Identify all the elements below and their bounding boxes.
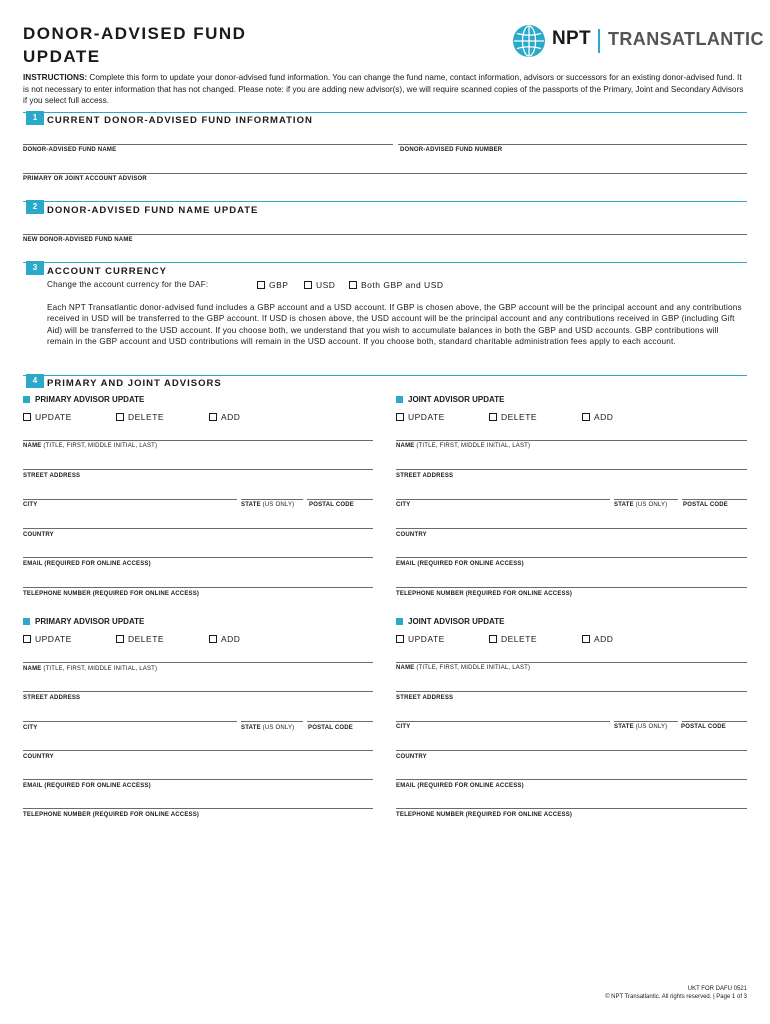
- new-fund-name-label: NEW DONOR-ADVISED FUND NAME: [23, 237, 133, 243]
- add-checkbox[interactable]: [582, 635, 590, 643]
- postal-code-field[interactable]: [307, 499, 373, 500]
- postal-code-label: POSTAL CODE: [681, 724, 726, 730]
- country-label: COUNTRY: [23, 754, 54, 760]
- name-label: NAME (TITLE, FIRST, MIDDLE INITIAL, LAST): [396, 665, 531, 671]
- section-3-rule: [23, 262, 747, 263]
- telephone-field[interactable]: [396, 587, 747, 588]
- add-checkbox[interactable]: [209, 635, 217, 643]
- usd-checkbox[interactable]: [304, 281, 312, 289]
- street-address-field[interactable]: [23, 469, 373, 470]
- primary-advisor-block-2: [23, 614, 375, 829]
- update-checkbox[interactable]: [396, 635, 404, 643]
- currency-prompt: Change the account currency for the DAF:: [47, 280, 209, 289]
- country-field[interactable]: [23, 528, 373, 529]
- city-label: CITY: [396, 724, 411, 730]
- postal-code-field[interactable]: [307, 721, 373, 722]
- street-address-label: STREET ADDRESS: [396, 695, 454, 701]
- name-field[interactable]: [396, 440, 747, 441]
- update-label: UPDATE: [35, 634, 72, 644]
- country-field[interactable]: [396, 528, 747, 529]
- primary-advisor-block-1: [23, 392, 375, 607]
- city-label: CITY: [396, 502, 411, 508]
- section-3-number: 3: [26, 261, 44, 275]
- email-label: EMAIL (REQUIRED FOR ONLINE ACCESS): [23, 783, 151, 789]
- state-label: STATE (US ONLY): [241, 725, 295, 731]
- subsection-marker: [396, 396, 403, 403]
- globe-icon: [512, 24, 546, 58]
- delete-checkbox[interactable]: [116, 413, 124, 421]
- logo-divider: [598, 29, 600, 53]
- add-label: ADD: [594, 412, 614, 422]
- npt-transatlantic-logo: [512, 24, 764, 58]
- state-field[interactable]: [241, 721, 303, 722]
- telephone-label: TELEPHONE NUMBER (REQUIRED FOR ONLINE ACCESS): [23, 591, 200, 597]
- instructions: [23, 72, 745, 107]
- joint-advisor-block-1: [396, 392, 748, 607]
- update-label: UPDATE: [408, 412, 445, 422]
- postal-code-label: POSTAL CODE: [308, 725, 353, 731]
- section-4-number: 4: [26, 374, 44, 388]
- postal-code-label: POSTAL CODE: [683, 502, 728, 508]
- country-field[interactable]: [23, 750, 373, 751]
- form-title: [23, 22, 246, 68]
- add-label: ADD: [594, 634, 614, 644]
- primary-joint-advisor-field[interactable]: [23, 173, 747, 174]
- new-fund-name-field[interactable]: [23, 234, 747, 235]
- city-field[interactable]: [396, 721, 610, 722]
- fund-name-field[interactable]: [23, 144, 393, 145]
- delete-checkbox[interactable]: [489, 413, 497, 421]
- section-2-title: DONOR-ADVISED FUND NAME UPDATE: [47, 205, 259, 216]
- street-address-label: STREET ADDRESS: [23, 695, 81, 701]
- page-footer: [605, 985, 747, 1001]
- joint-advisor-block-2: [396, 614, 748, 829]
- section-3-title: ACCOUNT CURRENCY: [47, 266, 167, 277]
- state-label: STATE (US ONLY): [614, 502, 668, 508]
- subsection-marker: [23, 396, 30, 403]
- fund-name-label: DONOR-ADVISED FUND NAME: [23, 147, 117, 153]
- state-label: STATE (US ONLY): [241, 502, 295, 508]
- postal-code-label: POSTAL CODE: [309, 502, 354, 508]
- name-field[interactable]: [396, 662, 747, 663]
- delete-label: DELETE: [501, 412, 538, 422]
- both-currencies-checkbox[interactable]: [349, 281, 357, 289]
- state-field[interactable]: [614, 721, 678, 722]
- country-label: COUNTRY: [23, 532, 54, 538]
- street-address-field[interactable]: [23, 691, 373, 692]
- form-code: UKT FOR DAFU 0521: [687, 986, 747, 992]
- logo-npt-text: NPT: [552, 28, 591, 49]
- section-2-number: 2: [26, 200, 44, 214]
- delete-label: DELETE: [501, 634, 538, 644]
- section-1-rule: [23, 112, 747, 113]
- telephone-label: TELEPHONE NUMBER (REQUIRED FOR ONLINE ACCESS): [396, 591, 573, 597]
- telephone-label: TELEPHONE NUMBER (REQUIRED FOR ONLINE ACCESS): [396, 812, 573, 818]
- add-label: ADD: [221, 412, 241, 422]
- street-address-label: STREET ADDRESS: [396, 473, 454, 479]
- email-label: EMAIL (REQUIRED FOR ONLINE ACCESS): [23, 561, 151, 567]
- city-field[interactable]: [23, 499, 237, 500]
- primary-advisor-title: PRIMARY ADVISOR UPDATE: [35, 395, 145, 404]
- section-4-rule: [23, 375, 747, 376]
- currency-description: Each NPT Transatlantic donor-advised fund includes a GBP account and a USD account. If GBP is chosen above, the GBP account will be the principal account and any contributions received in USD will be transferred to the GBP account. If USD is chosen above, the USD account will be the principal account and any contributions received in GBP (including Gift Aid) will be transferred to the USD account. If you choose both, we understand that you wish to accumulate balances in both the GBP and USD accounts. GBP contributions will remain in the GBP account and USD contributions will remain in the USD account. If you choose both, standard charitable administration fees apply to each account.: [47, 303, 742, 346]
- city-label: CITY: [23, 725, 38, 731]
- email-field[interactable]: [23, 557, 373, 558]
- joint-advisor-title: JOINT ADVISOR UPDATE: [408, 617, 505, 626]
- telephone-field[interactable]: [23, 808, 373, 809]
- country-label: COUNTRY: [396, 532, 427, 538]
- logo-transatlantic-text: TRANSATLANTIC: [608, 29, 764, 49]
- city-field[interactable]: [396, 499, 610, 500]
- copyright-text: © NPT Transatlantic. All rights reserved. | Page 1 of 3: [605, 994, 747, 1000]
- state-field[interactable]: [241, 499, 303, 500]
- country-field[interactable]: [396, 750, 747, 751]
- add-label: ADD: [221, 634, 241, 644]
- add-checkbox[interactable]: [582, 413, 590, 421]
- telephone-label: TELEPHONE NUMBER (REQUIRED FOR ONLINE ACCESS): [23, 812, 200, 818]
- instructions-label: INSTRUCTIONS:: [23, 73, 88, 82]
- primary-advisor-title: PRIMARY ADVISOR UPDATE: [35, 617, 145, 626]
- add-checkbox[interactable]: [209, 413, 217, 421]
- update-label: UPDATE: [35, 412, 72, 422]
- fund-number-field[interactable]: [398, 144, 747, 145]
- instructions-text: Complete this form to update your donor-advised fund information. You can change the fund name, contact information, advisors or successors for an existing donor-advised fund. It is not necessary to enter information that has not changed. Please note: if you are adding new advisor(s), we will require scanned copies of the passports of the Primary, Joint and Secondary Advisors if you select full access.: [23, 73, 744, 105]
- primary-joint-advisor-label: PRIMARY OR JOINT ACCOUNT ADVISOR: [23, 176, 147, 182]
- email-field[interactable]: [23, 779, 373, 780]
- form-title-line2: UPDATE: [23, 47, 101, 66]
- update-label: UPDATE: [408, 634, 445, 644]
- form-title-line1: DONOR-ADVISED FUND: [23, 24, 247, 43]
- name-label: NAME (TITLE, FIRST, MIDDLE INITIAL, LAST): [396, 443, 531, 449]
- postal-code-field[interactable]: [682, 721, 747, 722]
- state-field[interactable]: [614, 499, 678, 500]
- email-field[interactable]: [396, 779, 747, 780]
- update-checkbox[interactable]: [396, 413, 404, 421]
- email-field[interactable]: [396, 557, 747, 558]
- telephone-field[interactable]: [396, 808, 747, 809]
- street-address-field[interactable]: [396, 469, 747, 470]
- update-checkbox[interactable]: [23, 635, 31, 643]
- gbp-checkbox[interactable]: [257, 281, 265, 289]
- section-2-rule: [23, 201, 747, 202]
- update-checkbox[interactable]: [23, 413, 31, 421]
- delete-label: DELETE: [128, 412, 165, 422]
- joint-advisor-title: JOINT ADVISOR UPDATE: [408, 395, 505, 404]
- section-1-title: CURRENT DONOR-ADVISED FUND INFORMATION: [47, 115, 313, 126]
- country-label: COUNTRY: [396, 754, 427, 760]
- email-label: EMAIL (REQUIRED FOR ONLINE ACCESS): [396, 561, 524, 567]
- city-field[interactable]: [23, 721, 237, 722]
- postal-code-field[interactable]: [682, 499, 747, 500]
- section-4-title: PRIMARY AND JOINT ADVISORS: [47, 378, 222, 389]
- street-address-field[interactable]: [396, 691, 747, 692]
- city-label: CITY: [23, 502, 38, 508]
- delete-checkbox[interactable]: [489, 635, 497, 643]
- usd-option-label: USD: [316, 280, 336, 290]
- state-label: STATE (US ONLY): [614, 724, 668, 730]
- street-address-label: STREET ADDRESS: [23, 473, 81, 479]
- both-option-label: Both GBP and USD: [361, 280, 444, 290]
- name-label: NAME (TITLE, FIRST, MIDDLE INITIAL, LAST): [23, 666, 158, 672]
- telephone-field[interactable]: [23, 587, 373, 588]
- fund-number-label: DONOR-ADVISED FUND NUMBER: [400, 147, 503, 153]
- section-1-number: 1: [26, 111, 44, 125]
- subsection-marker: [396, 618, 403, 625]
- email-label: EMAIL (REQUIRED FOR ONLINE ACCESS): [396, 783, 524, 789]
- name-field[interactable]: [23, 440, 373, 441]
- delete-checkbox[interactable]: [116, 635, 124, 643]
- gbp-option-label: GBP: [269, 280, 289, 290]
- subsection-marker: [23, 618, 30, 625]
- name-label: NAME (TITLE, FIRST, MIDDLE INITIAL, LAST): [23, 443, 158, 449]
- delete-label: DELETE: [128, 634, 165, 644]
- name-field[interactable]: [23, 662, 373, 663]
